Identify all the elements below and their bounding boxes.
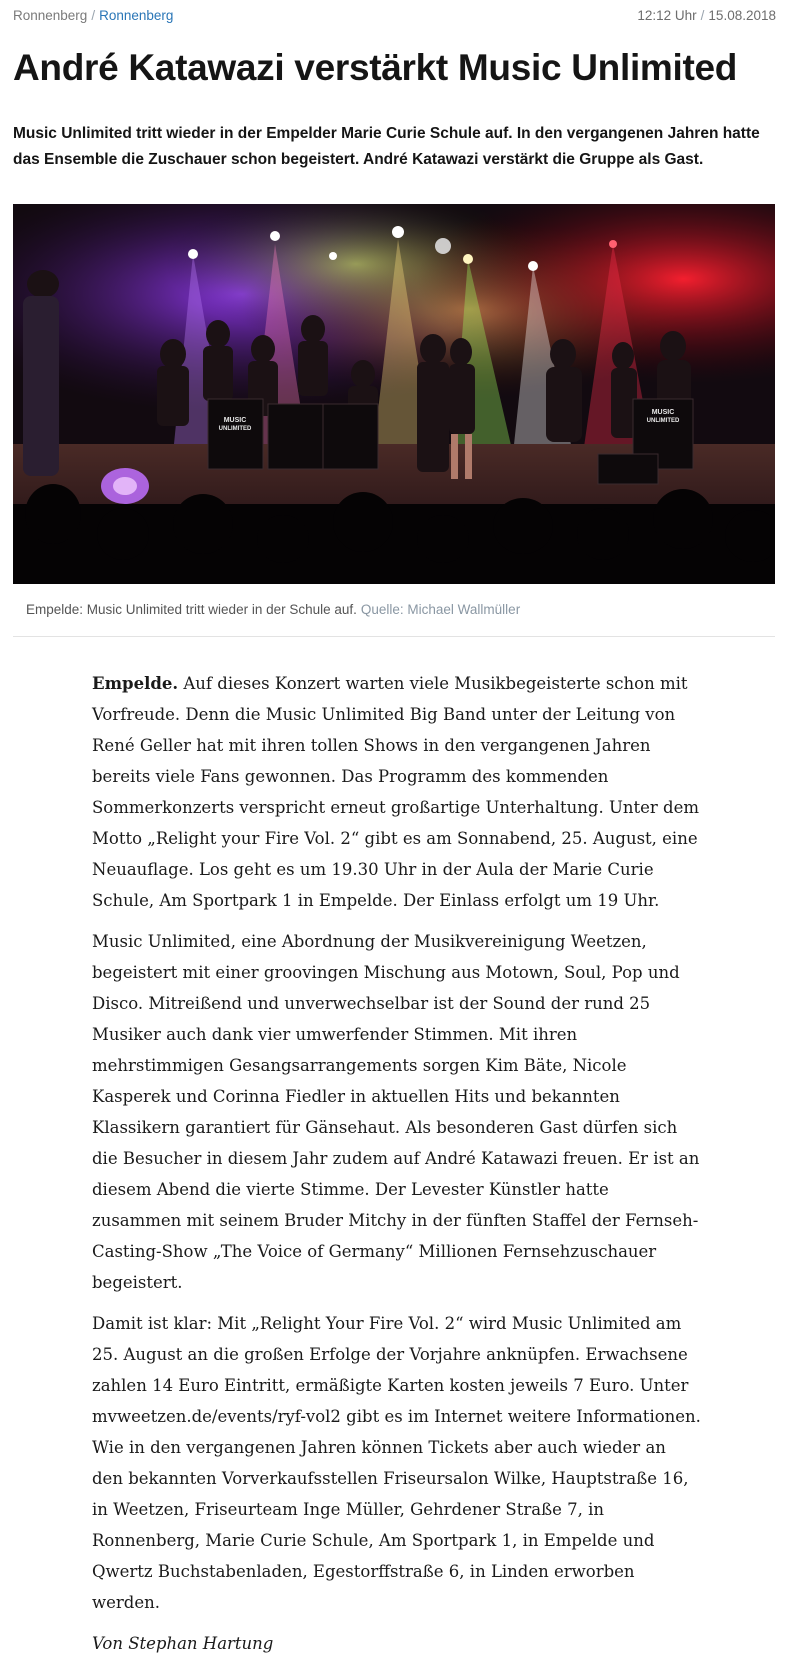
timestamp-separator: /: [700, 8, 705, 23]
stand-label-unlimited: UNLIMITED: [218, 426, 252, 432]
breadcrumb-separator: /: [91, 8, 96, 23]
article-paragraph-1: [92, 668, 702, 916]
article-location: Empelde.: [92, 674, 179, 693]
stand-label-unlimited-right: UNLIMITED: [646, 418, 680, 424]
stand-label-music-right: MUSIC: [651, 409, 675, 416]
stand-label-music: MUSIC: [223, 417, 247, 424]
article-body: [92, 668, 702, 1669]
publish-time: 12:12 Uhr: [637, 8, 697, 23]
publish-timestamp: [637, 7, 776, 25]
breadcrumb-parent-link[interactable]: Ronnenberg: [13, 8, 88, 23]
article-byline: Von Stephan Hartung: [92, 1634, 274, 1653]
article-photo[interactable]: [13, 204, 775, 584]
article-paragraph-2: Music Unlimited, eine Abordnung der Musikvereinigung Weetzen, begeistert mit einer groovingen Mischung aus Motown, Soul, Pop und Disco. Mitreißend und unverwechselbar ist der Sound der rund 25 Musiker auch dank vier umwerfender Stimmen. Mit ihren mehrstimmigen Gesangsarrangements sorgen Kim Bäte, Nicole Kasperek und Corinna Fiedler in aktuellen Hits und bekannten Klassikern garantiert für Gänsehaut. Als besonderen Gast dürfen sich die Besucher in diesem Jahr zudem auf André Katawazi freuen. Er ist an diesem Abend die vierte Stimme. Der Levester Künstler hatte zusammen mit seinem Bruder Mitchy in der fünften Staffel der Fernseh-Casting-Show „The Voice of Germany“ Millionen Fernsehzuschauer begeistert.: [92, 932, 700, 1292]
article-paragraph-3: Damit ist klar: Mit „Relight Your Fire Vol. 2“ wird Music Unlimited am 25. August an die großen Erfolge der Vorjahre anknüpfen. Erwachsene zahlen 14 Euro Eintritt, ermäßigte Karten kosten jeweils 7 Euro. Unter mvweetzen.de/events/ryf-vol2 gibt es im Internet weitere Informationen. Wie in den vergangenen Jahren können Tickets aber auch wieder an den bekannten Vorverkaufsstellen Friseursalon Wilke, Hauptstraße 16, in Weetzen, Friseurteam Inge Müller, Gehrdener Straße 7, in Ronnenberg, Marie Curie Schule, Am Sportpark 1, in Empelde und Qwertz Buchstabenladen, Egestorffstraße 6, in Linden erworben werden.: [92, 1314, 701, 1612]
photo-caption: [26, 601, 520, 619]
article-paragraph-1-text: Auf dieses Konzert warten viele Musikbegeisterte schon mit Vorfreude. Denn die Music Unlimited Big Band unter der Leitung von René Geller hat mit ihren tollen Shows in den vergangenen Jahren bereits viele Fans gewonnen. Das Programm des kommenden Sommerkonzerts verspricht erneut großartige Unterhaltung. Unter dem Motto „Relight your Fire Vol. 2“ gibt es am Sonnabend, 25. August, eine Neuauflage. Los geht es um 19.30 Uhr in der Aula der Marie Curie Schule, Am Sportpark 1 in Empelde. Der Einlass erfolgt um 19 Uhr.: [92, 674, 700, 910]
breadcrumb-current-link[interactable]: Ronnenberg: [99, 8, 174, 23]
article-headline: André Katawazi verstärkt Music Unlimited: [13, 47, 738, 88]
breadcrumb: [13, 7, 173, 25]
caption-source: Quelle: Michael Wallmüller: [360, 602, 521, 617]
caption-text: Empelde: Music Unlimited tritt wieder in der Schule auf.: [26, 602, 357, 617]
caption-divider: [13, 636, 775, 637]
article-lead: Music Unlimited tritt wieder in der Empelder Marie Curie Schule auf. In den vergangenen Jahren hatte das Ensemble die Zuschauer schon begeistert. André Katawazi verstärkt die Gruppe als Gast.: [13, 125, 760, 168]
topbar: [13, 7, 776, 25]
publish-date: 15.08.2018: [708, 8, 776, 23]
concert-stage-image: [13, 204, 775, 584]
